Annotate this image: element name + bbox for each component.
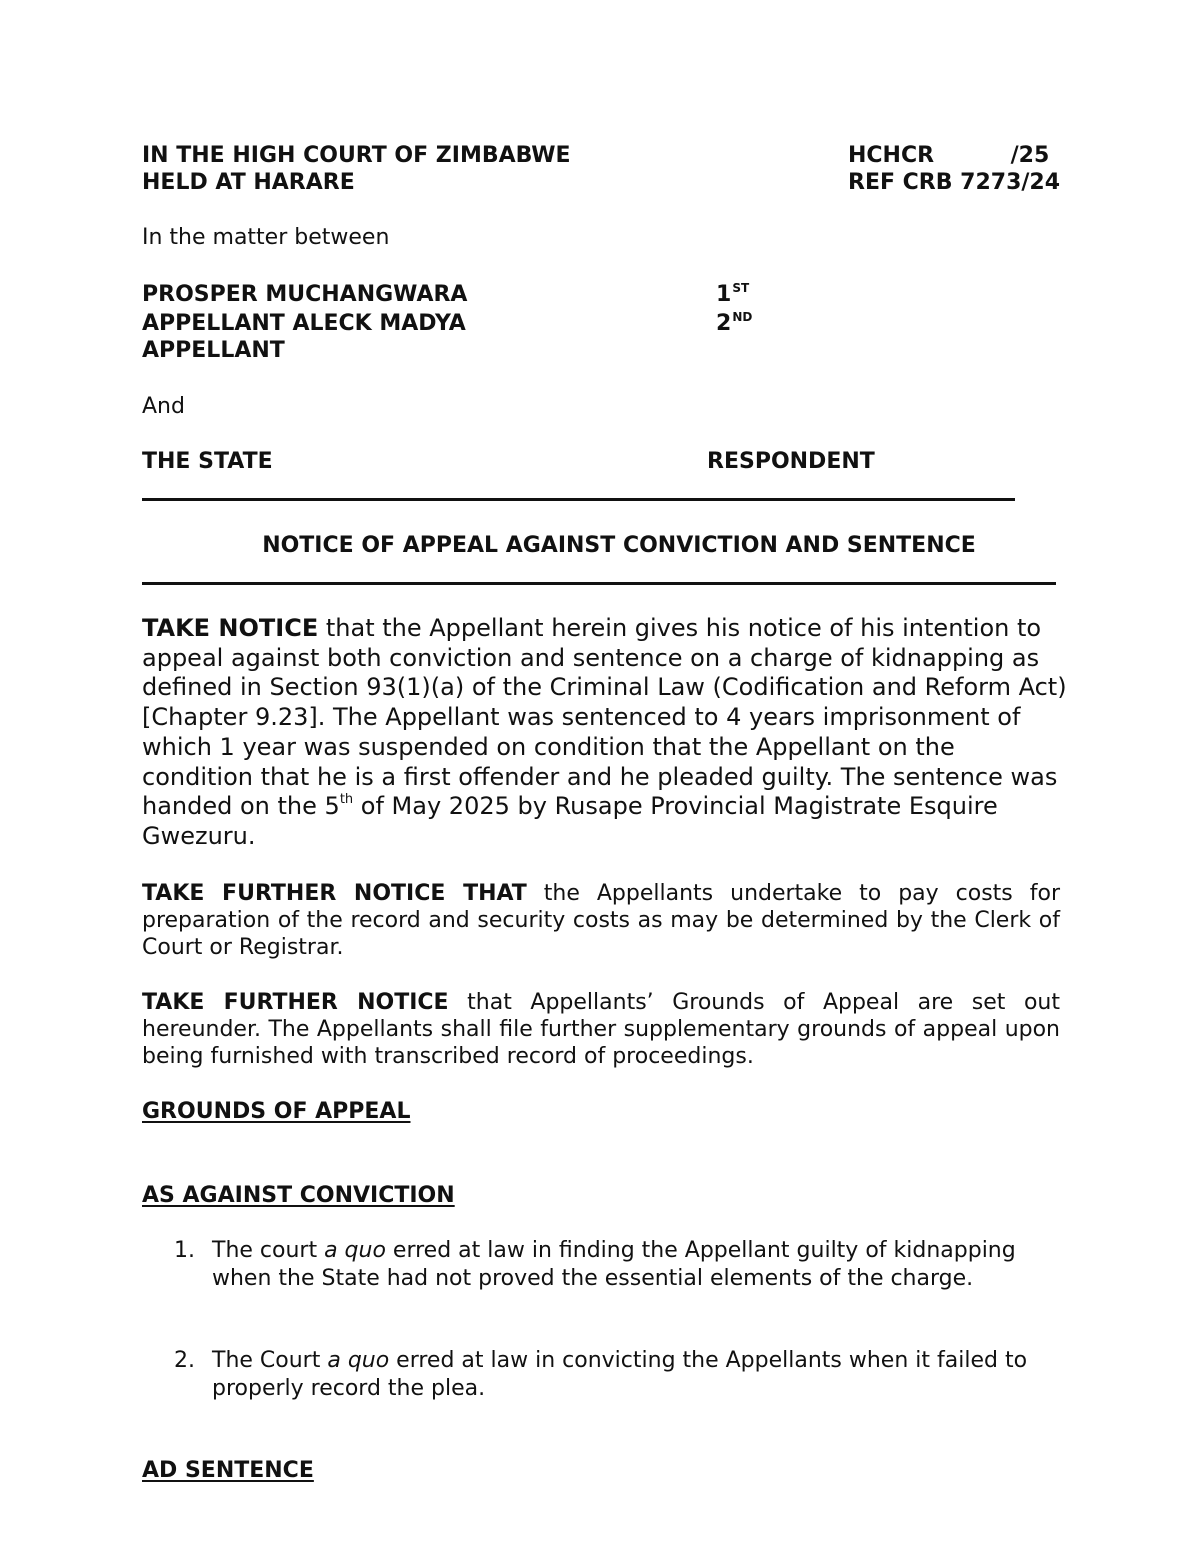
party-line-3: APPELLANT: [142, 338, 285, 363]
conviction-heading: AS AGAINST CONVICTION: [142, 1183, 455, 1208]
ground-text: [212, 1237, 1042, 1292]
sentence-heading: AD SENTENCE: [142, 1458, 314, 1483]
party-line-2: APPELLANT ALECK MADYA: [142, 311, 466, 336]
ground-number: 2.: [174, 1348, 195, 1373]
notice-paragraph-3: [142, 989, 1060, 1071]
date-ordinal-suffix: th: [339, 792, 354, 808]
court-location: HELD AT HARARE: [142, 170, 355, 195]
ground-text-latin: a quo: [324, 1238, 386, 1263]
ground-number: 1.: [174, 1238, 195, 1263]
notice-paragraph-2: [142, 880, 1060, 962]
appellant-ordinal-2: [716, 310, 752, 338]
respondent-name: THE STATE: [142, 449, 273, 474]
ground-text-pre: The Court: [212, 1348, 328, 1373]
ordinal-2-suffix: ND: [732, 310, 753, 324]
party-line-1: PROSPER MUCHANGWARA: [142, 282, 468, 307]
paragraph-1-lead: TAKE NOTICE: [142, 614, 319, 642]
notice-title: NOTICE OF APPEAL AGAINST CONVICTION AND SENTENCE: [262, 533, 976, 558]
paragraph-1-body-b: of May 2025 by Rusape Provincial Magistrate Esquire Gwezuru.: [142, 792, 998, 850]
ground-text-pre: The court: [212, 1238, 325, 1263]
case-number: HCHCR /25: [848, 143, 1050, 168]
ordinal-1-number: 1: [716, 282, 732, 307]
ground-text-latin: a quo: [327, 1348, 390, 1373]
court-name: IN THE HIGH COURT OF ZIMBABWE: [142, 143, 571, 168]
matter-between: In the matter between: [142, 225, 390, 250]
top-divider: [142, 498, 1015, 501]
notice-paragraph-1: [142, 614, 1072, 852]
appellant-ordinal-1: [716, 281, 749, 309]
paragraph-1-body-a: that the Appellant herein gives his notice of his intention to appeal against both conviction and sentence on a charge of kidnapping as defined in Section 93(1)(a) of the Criminal Law (Codification and Reform Act) [Chapter 9.23]. The Appellant was sentenced to 4 years imprisonment of which 1 year was suspended on condition that the Appellant on the condition that he is a first offender and he pleaded guilty. The sentence was handed on the 5: [142, 614, 1067, 821]
ground-text-post: erred at law in finding the Appellant guilty of kidnapping when the State had not proved the essential elements of the charge.: [212, 1238, 1016, 1291]
ordinal-2-number: 2: [716, 311, 732, 336]
ground-text-post: erred at law in convicting the Appellants when it failed to properly record the plea.: [212, 1348, 1028, 1401]
paragraph-2-body: the Appellants undertake to pay costs for preparation of the record and security costs as may be determined by the Clerk of Court or Registrar.: [142, 881, 1060, 961]
and-separator: And: [142, 394, 185, 419]
respondent-label: RESPONDENT: [707, 449, 875, 474]
ground-text: [212, 1347, 1042, 1402]
paragraph-2-lead: TAKE FURTHER NOTICE THAT: [142, 881, 527, 906]
ordinal-1-suffix: ST: [732, 281, 750, 295]
grounds-heading: GROUNDS OF APPEAL: [142, 1099, 411, 1124]
title-divider: [142, 582, 1056, 585]
ground-item: [142, 1237, 1042, 1292]
ground-item: [142, 1347, 1042, 1402]
paragraph-3-lead: TAKE FURTHER NOTICE: [142, 990, 449, 1015]
reference-number: REF CRB 7273/24: [848, 170, 1061, 195]
paragraph-3-body: that Appellants’ Grounds of Appeal are set out hereunder. The Appellants shall file further supplementary grounds of appeal upon being furnished with transcribed record of proceedings.: [142, 990, 1061, 1070]
